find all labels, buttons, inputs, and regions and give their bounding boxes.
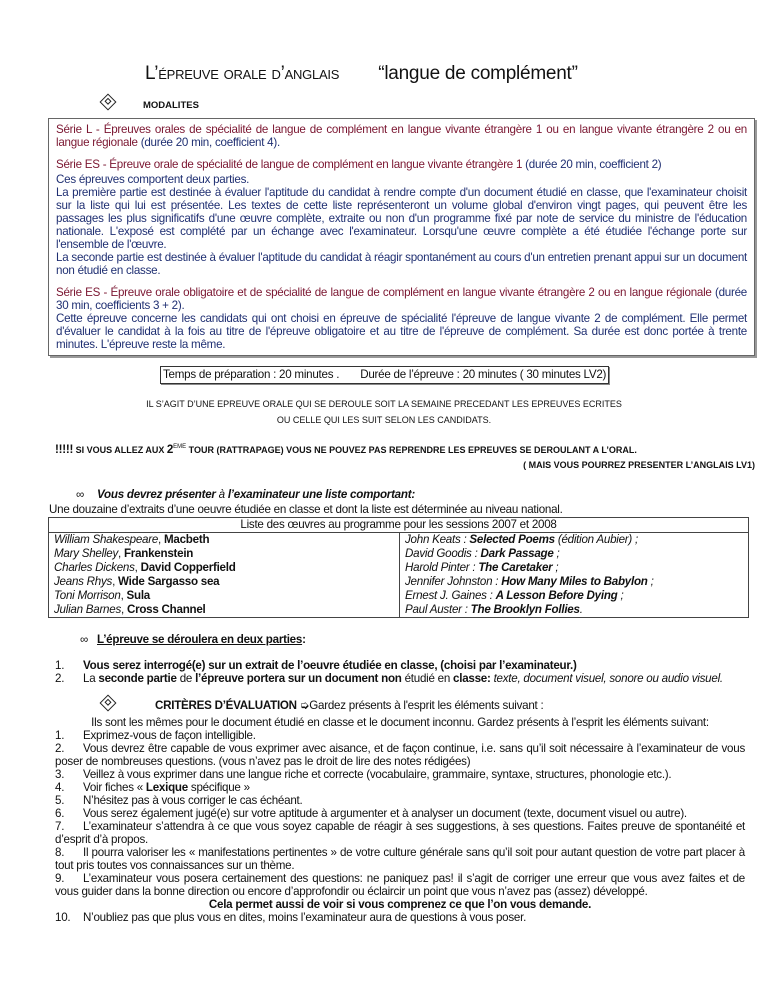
- diamond-bullet-icon: [100, 694, 117, 711]
- work-author: David Goodis :: [405, 546, 481, 560]
- item-number: 1.: [55, 728, 65, 742]
- item-text: La: [83, 671, 99, 685]
- item-number: 2.: [55, 741, 65, 755]
- item-text: de: [176, 671, 196, 685]
- work-author: William Shakespeare: [54, 532, 159, 546]
- item-text: Vous serez interrogé(e) sur un extrait de l’oeuvre étudiée en classe, (choisi par l’examinateur.): [83, 658, 577, 672]
- list-item: [55, 742, 745, 768]
- item-text: N’hésitez pas à vous corriger le cas échéant.: [83, 793, 303, 807]
- warning-text: TOUR (RATTRAPAGE) VOUS NE POUVEZ PAS REPRENDRE LES EPREUVES SE DEROULANT A L’ORAL.: [186, 444, 637, 455]
- item-text: Exprimez-vous de façon intelligible.: [83, 728, 256, 742]
- list-item: [55, 794, 745, 807]
- heading-colon: :: [302, 632, 306, 646]
- heading-text: à: [218, 487, 225, 501]
- document-title: [145, 62, 768, 86]
- work-title: Macbeth: [164, 532, 210, 546]
- work-entry: [54, 561, 394, 575]
- item-text: seconde partie: [98, 671, 177, 685]
- work-sep: ,: [158, 532, 164, 546]
- work-entry: [405, 561, 743, 575]
- item-number: 10.: [55, 910, 71, 924]
- works-right-column: [400, 532, 749, 617]
- exam-duration: Durée de l’épreuve : 20 minutes ( 30 minutes LV2): [360, 368, 607, 381]
- modalites-box: [48, 118, 755, 356]
- notice-line: OU CELLE QUI LES SUIT SELON LES CANDIDATS.: [276, 415, 492, 425]
- item-text: spécifique »: [187, 780, 250, 794]
- criteres-intro: Ils sont les mêmes pour le document étudié en classe et le document inconnu. Gardez présents à l’esprit les éléments suivant:: [91, 715, 709, 729]
- list-item: [55, 729, 745, 742]
- warning-text: SI VOUS ALLEZ AUX: [73, 444, 167, 455]
- deroulement-heading: [80, 632, 768, 647]
- work-title: How Many Miles to Babylon: [501, 574, 648, 588]
- serie-l-title: Série L - Épreuves orales de spécialité de langue de complément en langue vivante étrangère 1 ou en langue vivante étrangère 2 ou en langue régionale: [56, 123, 747, 149]
- item-number: 4.: [55, 780, 65, 794]
- item-text: N’oubliez pas que plus vous en dites, moins l’examinateur aura de questions à vous poser.: [83, 910, 527, 924]
- paragraph: La seconde partie est destinée à évaluer l'aptitude du candidat à réagir spontanément au cours d'un entretien prenant appui sur un document non étudié en classe.: [56, 251, 747, 277]
- item-number: 7.: [55, 819, 65, 833]
- work-author: Harold Pinter :: [405, 560, 479, 574]
- work-tail: ;: [553, 546, 560, 560]
- warning: [55, 440, 755, 473]
- item-text: Veillez à vous exprimer dans une langue riche et correcte (vocabulaire, grammaire, syntaxe, structures, phonologie etc.).: [83, 767, 672, 781]
- work-entry: [54, 547, 394, 561]
- work-title: The Brooklyn Follies: [470, 602, 580, 616]
- item-number: 6.: [55, 806, 65, 820]
- arrow-icon: ➭: [299, 698, 310, 712]
- list-item: [55, 807, 745, 820]
- work-title: Dark Passage: [480, 546, 554, 560]
- work-sep: ,: [112, 574, 119, 588]
- list-item: [55, 659, 745, 672]
- list-item: [55, 872, 745, 898]
- criteres-heading: [102, 697, 768, 714]
- heading-text: Vous devrez présenter: [97, 487, 219, 501]
- work-entry: [405, 533, 743, 547]
- item-text: Vous devrez être capable de vous exprimer avec aisance, et de façon continue, i.e. sans qu’il soit nécessaire à l’examinateur de vous poser de nombreuses questions. (vous n’avez pas le droit de lire des notes rédigées): [55, 741, 745, 768]
- work-entry: [405, 603, 743, 617]
- warning-num: 2: [166, 442, 174, 456]
- work-entry: [405, 547, 743, 561]
- item-text: L’examinateur s’attendra à ce que vous soyez capable de réagir à ses suggestions, à ses questions. Faites preuve de spontanéité et d’esprit d’à propos.: [55, 819, 745, 846]
- liste-intro: Une douzaine d’extraits d’une oeuvre étudiée en classe et dont la liste est déterminée au niveau national.: [49, 502, 563, 516]
- heading-text: CRITÈRES D’ÉVALUATION: [154, 698, 297, 712]
- work-author: Jeans Rhys: [54, 574, 113, 588]
- serie-l: [56, 123, 747, 149]
- work-title: Cross Channel: [126, 602, 206, 616]
- work-entry: [405, 589, 743, 603]
- heading-tail: Gardez présents à l'esprit les éléments suivant :: [309, 698, 544, 712]
- item-number: 8.: [55, 845, 65, 859]
- paragraph: Ces épreuves comportent deux parties.: [56, 173, 250, 186]
- works-table: [48, 517, 768, 618]
- work-tail: ;: [647, 574, 654, 588]
- serie-es1-details: (durée 20 min, coefficient 2): [522, 158, 662, 171]
- work-entry: [54, 589, 394, 603]
- work-tail: ;: [617, 588, 624, 602]
- title-main: L’épreuve orale d’anglais: [145, 63, 340, 84]
- table-header: Liste des œuvres au programme pour les sessions 2007 et 2008: [49, 517, 749, 532]
- work-author: Jennifer Johnston :: [405, 574, 502, 588]
- list-item: [55, 911, 745, 924]
- list-item: [55, 768, 745, 781]
- list-item: [55, 846, 745, 872]
- paragraph: Cette épreuve concerne les candidats qui ont choisi en épreuve de spécialité l'épreuve de langue vivante 2 de complément. Elle permet d'évaluer le candidat à la fois au titre de l'épreuve obligatoire et au titre de l'épreuve de complément. Sa durée est donc portée à trente minutes. L'épreuve reste la même.: [56, 312, 747, 351]
- work-title: Selected Poems: [469, 532, 555, 546]
- work-author: Julian Barnes: [54, 602, 121, 616]
- item-text: l’épreuve portera sur un document non: [195, 671, 402, 685]
- title-sub: “langue de complément”: [378, 63, 578, 84]
- list-item: [55, 672, 745, 685]
- item-text: Lexique: [145, 780, 188, 794]
- timing-box: [160, 366, 609, 384]
- item-text: Voir fiches «: [83, 780, 146, 794]
- item-text: Il pourra valoriser les « manifestations pertinentes » de votre culture générale sans qu’il soit pour autant question de votre part placer à tout pris toutes vos connaissances sur un thème.: [55, 845, 745, 872]
- infinity-bullet-icon: ∞: [80, 632, 89, 646]
- liste-heading: [76, 487, 768, 502]
- prep-time: Temps de préparation : 20 minutes .: [163, 368, 340, 381]
- serie-es2-details: (durée 30 min, coefficients 3 + 2).: [56, 286, 747, 312]
- work-sep: ,: [118, 546, 124, 560]
- work-tail: ;: [552, 560, 559, 574]
- notice-line: IL S’AGIT D’UNE EPREUVE ORALE QUI SE DEROULE SOIT LA SEMAINE PRECEDANT LES EPREUVES ECRITES: [146, 399, 622, 409]
- work-author: Paul Auster :: [405, 602, 471, 616]
- notice: [0, 396, 768, 428]
- item-number: 1.: [55, 658, 65, 672]
- work-tail: (édition Aubier) ;: [554, 532, 638, 546]
- serie-l-details: (durée 20 min, coefficient 4).: [137, 136, 280, 149]
- work-title: Sula: [126, 588, 150, 602]
- heading-text: l’examinateur une liste comportant:: [224, 487, 415, 501]
- item-number: 5.: [55, 793, 65, 807]
- work-title: The Caretaker: [478, 560, 553, 574]
- list-item: [55, 781, 745, 794]
- item-text: texte, document visuel, sonore ou audio visuel.: [490, 671, 723, 685]
- work-title: Wide Sargasso sea: [118, 574, 220, 588]
- work-title: David Copperfield: [140, 560, 236, 574]
- work-author: Mary Shelley: [54, 546, 119, 560]
- serie-es1-title: Série ES - Épreuve orale de spécialité de langue de complément en langue vivante étrangère 1: [56, 158, 523, 171]
- work-author: Toni Morrison: [54, 588, 121, 602]
- work-entry: [54, 603, 394, 617]
- serie-es2-title: Série ES - Épreuve orale obligatoire et de spécialité de langue de complément en langue vivante étrangère 2 ou en langue régionale: [56, 286, 712, 299]
- work-author: John Keats :: [405, 532, 470, 546]
- work-tail: .: [579, 602, 583, 616]
- works-left-column: [49, 532, 400, 617]
- warning-line2: ( MAIS VOUS POURREZ PRESENTER L’ANGLAIS LV1): [523, 459, 755, 470]
- item-number: 9.: [55, 871, 65, 885]
- work-entry: [54, 575, 394, 589]
- list-item: [55, 820, 745, 846]
- warning-sup: EME: [173, 444, 187, 450]
- modalites-label: MODALITES: [142, 100, 199, 111]
- work-sep: ,: [121, 602, 127, 616]
- item-text: classe:: [453, 671, 491, 685]
- work-sep: ,: [120, 588, 127, 602]
- item-text: L’examinateur vous posera certainement des questions: ne paniquez pas! il s’agit de corriger une erreur que vous avez faites et de vous guider dans la bonne direction ou encore d’approfondir ou éclaircir un point que vous n’avez pas (assez) développé.: [55, 871, 745, 898]
- criteres-list: [55, 716, 745, 944]
- work-title: Frankenstein: [123, 546, 194, 560]
- diamond-bullet-icon: [100, 94, 117, 111]
- item-number: 2.: [55, 671, 65, 685]
- work-entry: [405, 575, 743, 589]
- work-entry: [54, 533, 394, 547]
- item-text: étudié en: [401, 671, 454, 685]
- item-number: 3.: [55, 767, 65, 781]
- infinity-bullet-icon: ∞: [76, 487, 85, 501]
- heading-text: L’épreuve se déroulera en deux parties: [97, 632, 303, 646]
- serie-es1: [56, 158, 747, 171]
- deroulement-list: [55, 659, 745, 685]
- modalites-heading: [102, 96, 768, 114]
- warning-bang: !!!!!: [55, 442, 74, 456]
- work-sep: ,: [134, 560, 141, 574]
- serie-es2: [56, 286, 747, 312]
- centered-note: Cela permet aussi de voir si vous comprenez ce que l’on vous demande.: [208, 897, 592, 911]
- paragraph: La première partie est destinée à évaluer l'aptitude du candidat à rendre compte d'un document étudié en classe, que l'examinateur choisit sur la liste qui lui est présentée. Les textes de cette liste représenteront un volume global d'environ vingt pages, qui peuvent être les passages les plus significatifs d'une œuvre complète, extraite ou non d'un programme fixé par note de service du ministre de l'éducation nationale. L'exposé est complété par un échange avec l'examinateur. Lorsqu'une œuvre complète a été étudiée l'échange porte sur l'ensemble de l'œuvre.: [56, 186, 747, 251]
- work-title: A Lesson Before Dying: [495, 588, 618, 602]
- work-author: Ernest J. Gaines :: [405, 588, 496, 602]
- work-author: Charles Dickens: [54, 560, 135, 574]
- item-text: Vous serez également jugé(e) sur votre aptitude à argumenter et à analyser un document (texte, document visuel ou autre).: [83, 806, 687, 820]
